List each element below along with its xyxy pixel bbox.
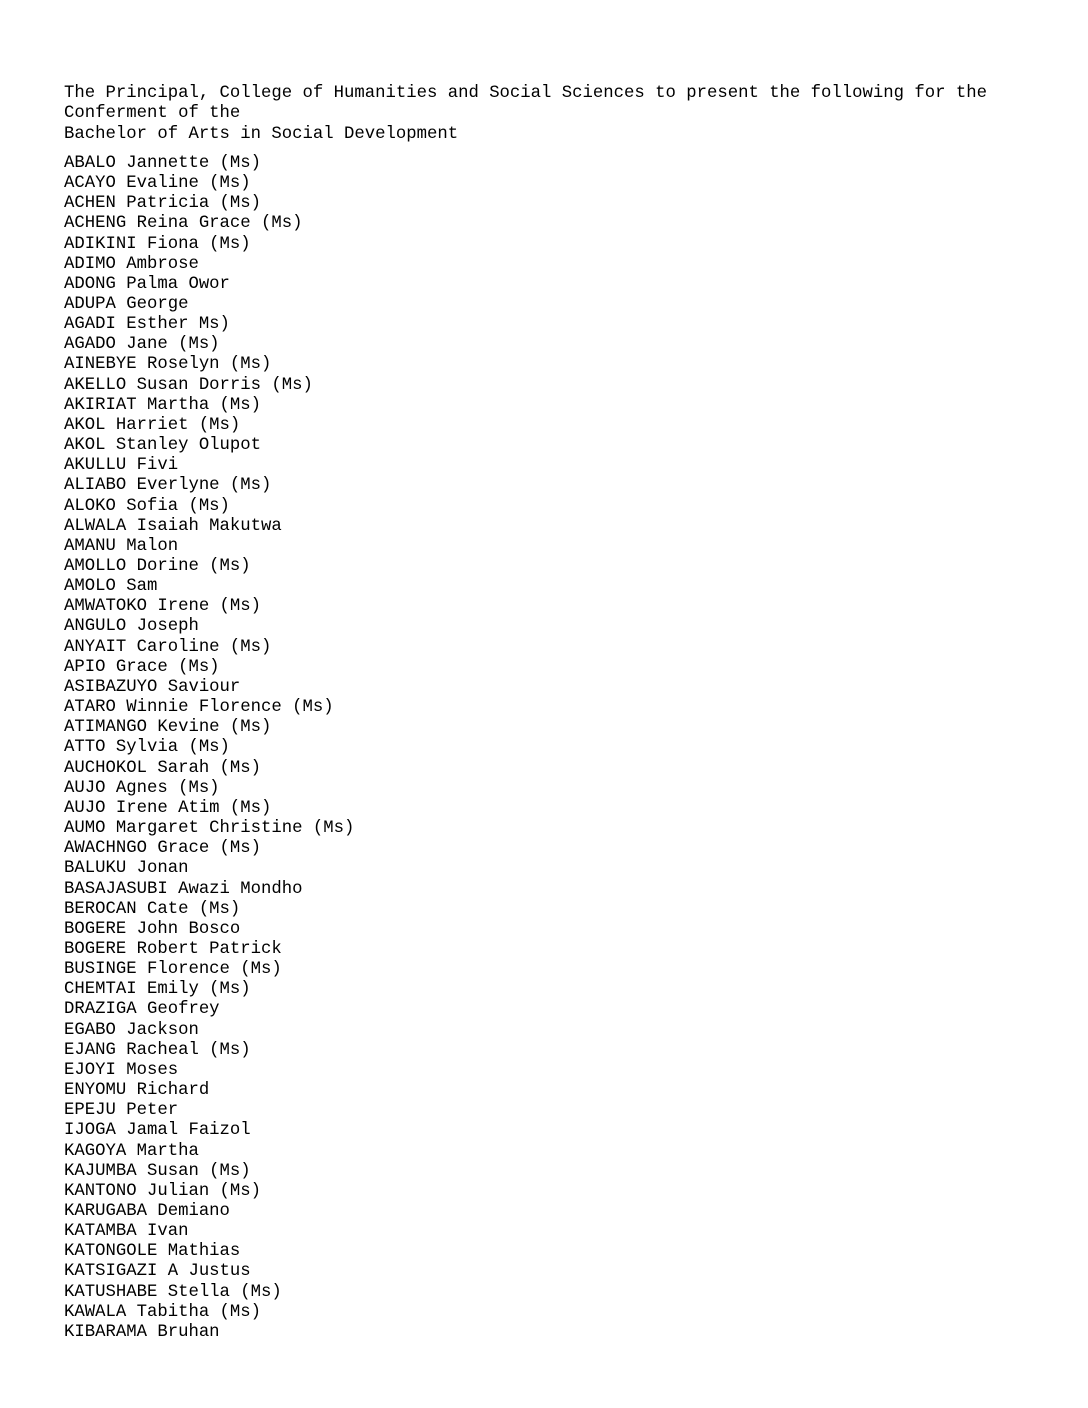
graduand-name: BOGERE John Bosco xyxy=(64,919,241,939)
degree-title: Bachelor of Arts in Social Development xyxy=(64,124,459,144)
graduand-name: ATTO Sylvia (Ms) xyxy=(64,738,230,758)
graduand-name: ALOKO Sofia (Ms) xyxy=(64,496,230,516)
graduand-name: AKULLU Fivi xyxy=(64,456,179,476)
graduand-name: APIO Grace (Ms) xyxy=(64,657,220,677)
graduand-name: KATAMBA Ivan xyxy=(64,1222,189,1242)
graduand-name: AUMO Margaret Christine (Ms) xyxy=(64,819,355,839)
graduand-name: ANGULO Joseph xyxy=(64,617,199,637)
graduand-name: IJOGA Jamal Faizol xyxy=(64,1121,251,1141)
graduand-name: KATUSHABE Stella (Ms) xyxy=(64,1282,282,1302)
graduand-name: ACHEN Patricia (Ms) xyxy=(64,194,262,214)
graduand-name: EJANG Racheal (Ms) xyxy=(64,1040,251,1060)
header-line-1: The Principal, College of Humanities and Social Sciences to present the following for the xyxy=(64,84,987,103)
graduand-name: AMOLO Sam xyxy=(64,577,158,597)
graduand-name: AUCHOKOL Sarah (Ms) xyxy=(64,758,262,778)
document-header xyxy=(64,84,1054,145)
graduand-name: ADIMO Ambrose xyxy=(64,254,199,274)
graduand-name: KATONGOLE Mathias xyxy=(64,1242,241,1262)
graduand-name: ADUPA George xyxy=(64,294,189,314)
graduand-name: KAJUMBA Susan (Ms) xyxy=(64,1161,251,1181)
graduand-name: ATARO Winnie Florence (Ms) xyxy=(64,698,334,718)
graduand-name: BUSINGE Florence (Ms) xyxy=(64,960,282,980)
graduand-name: AWACHNGO Grace (Ms) xyxy=(64,839,262,859)
graduand-name: CHEMTAI Emily (Ms) xyxy=(64,980,251,1000)
graduand-name: AGADO Jane (Ms) xyxy=(64,335,220,355)
graduand-name: BALUKU Jonan xyxy=(64,859,189,879)
graduand-name: KANTONO Julian (Ms) xyxy=(64,1181,262,1201)
header-line-2: Conferment of the xyxy=(64,104,241,124)
graduand-name: DRAZIGA Geofrey xyxy=(64,1000,220,1020)
graduand-name: AKOL Stanley Olupot xyxy=(64,436,262,456)
graduand-name: AGADI Esther Ms) xyxy=(64,315,230,335)
graduand-name: AUJO Irene Atim (Ms) xyxy=(64,798,272,818)
graduand-name: ADONG Palma Owor xyxy=(64,274,230,294)
graduand-list xyxy=(64,154,1054,1343)
graduand-name: ADIKINI Fiona (Ms) xyxy=(64,234,251,254)
graduand-name: EPEJU Peter xyxy=(64,1101,179,1121)
graduand-name: KAWALA Tabitha (Ms) xyxy=(64,1302,262,1322)
graduand-name: ANYAIT Caroline (Ms) xyxy=(64,637,272,657)
graduand-name: BOGERE Robert Patrick xyxy=(64,939,282,959)
graduand-name: AKIRIAT Martha (Ms) xyxy=(64,395,262,415)
graduand-name: KAGOYA Martha xyxy=(64,1141,199,1161)
document-page xyxy=(64,84,1054,1343)
graduand-name: AINEBYE Roselyn (Ms) xyxy=(64,355,272,375)
graduand-name: ATIMANGO Kevine (Ms) xyxy=(64,718,272,738)
graduand-name: AMOLLO Dorine (Ms) xyxy=(64,557,251,577)
graduand-name: ACHENG Reina Grace (Ms) xyxy=(64,214,303,234)
graduand-name: ASIBAZUYO Saviour xyxy=(64,677,241,697)
graduand-name: AKOL Harriet (Ms) xyxy=(64,415,241,435)
graduand-name: BASAJASUBI Awazi Mondho xyxy=(64,879,303,899)
graduand-name: KATSIGAZI A Justus xyxy=(64,1262,251,1282)
graduand-name: ALIABO Everlyne (Ms) xyxy=(64,476,272,496)
graduand-name: BEROCAN Cate (Ms) xyxy=(64,899,241,919)
graduand-name: KARUGABA Demiano xyxy=(64,1202,230,1222)
graduand-name: AKELLO Susan Dorris (Ms) xyxy=(64,375,313,395)
graduand-name: EJOYI Moses xyxy=(64,1060,179,1080)
graduand-name: AMANU Malon xyxy=(64,536,179,556)
graduand-name: EGABO Jackson xyxy=(64,1020,199,1040)
graduand-name: KIBARAMA Bruhan xyxy=(64,1322,220,1342)
graduand-name: ACAYO Evaline (Ms) xyxy=(64,174,251,194)
graduand-name: ALWALA Isaiah Makutwa xyxy=(64,516,282,536)
graduand-name: AUJO Agnes (Ms) xyxy=(64,778,220,798)
graduand-name: AMWATOKO Irene (Ms) xyxy=(64,597,262,617)
graduand-name: ABALO Jannette (Ms) xyxy=(64,153,262,173)
graduand-name: ENYOMU Richard xyxy=(64,1081,210,1101)
